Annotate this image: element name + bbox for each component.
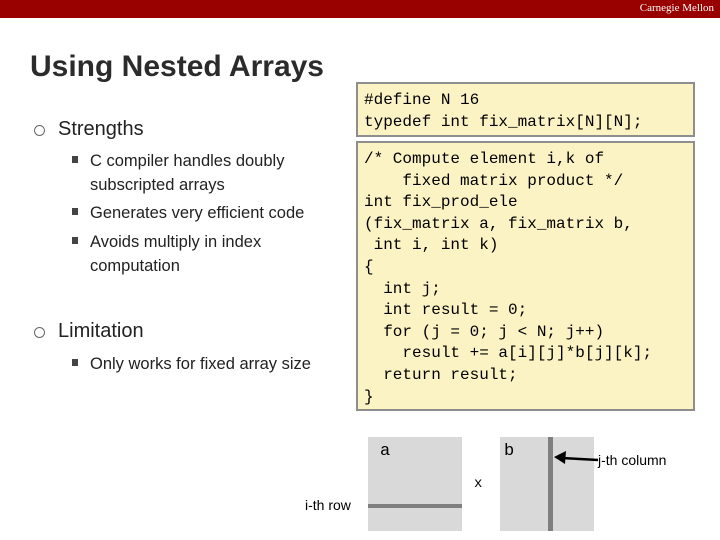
slide-title: Using Nested Arrays bbox=[30, 50, 324, 83]
square-bullet-icon bbox=[72, 208, 78, 215]
limitation-item: Only works for fixed array size bbox=[90, 355, 311, 373]
bullet-circle-icon bbox=[34, 125, 45, 136]
square-bullet-icon bbox=[72, 359, 78, 366]
square-bullet-icon bbox=[72, 237, 78, 244]
org-name: Carnegie Mellon bbox=[639, 2, 714, 14]
define-code-box: #define N 16 typedef int fix_matrix[N][N]; bbox=[356, 82, 695, 137]
jth-column-label: j-th column bbox=[598, 452, 667, 468]
arrow-left-icon bbox=[552, 450, 602, 466]
matrix-b-label: b bbox=[504, 442, 515, 461]
square-bullet-icon bbox=[72, 156, 78, 163]
strength-item: Generates very efficient code bbox=[90, 204, 305, 222]
strength-item: Avoids multiply in index computation bbox=[90, 233, 262, 275]
bullet-circle-icon bbox=[34, 327, 45, 338]
header-bar bbox=[0, 0, 720, 18]
multiply-sign: x bbox=[474, 476, 483, 492]
strengths-heading: Strengths bbox=[58, 118, 144, 140]
ith-row-label: i-th row bbox=[305, 497, 351, 513]
ith-row-line bbox=[368, 504, 462, 508]
matrix-a-label: a bbox=[380, 442, 391, 461]
function-code-box: /* Compute element i,k of fixed matrix product */ int fix_prod_ele (fix_matrix a, fix_matrix b, int i, int k) { int j; int result = 0; for (j = 0; j < N; j++) result += a[i][j]*b[j][k]; return result; } bbox=[356, 141, 695, 411]
limitation-heading: Limitation bbox=[58, 320, 144, 342]
strength-item: C compiler handles doubly subscripted arrays bbox=[90, 152, 285, 194]
